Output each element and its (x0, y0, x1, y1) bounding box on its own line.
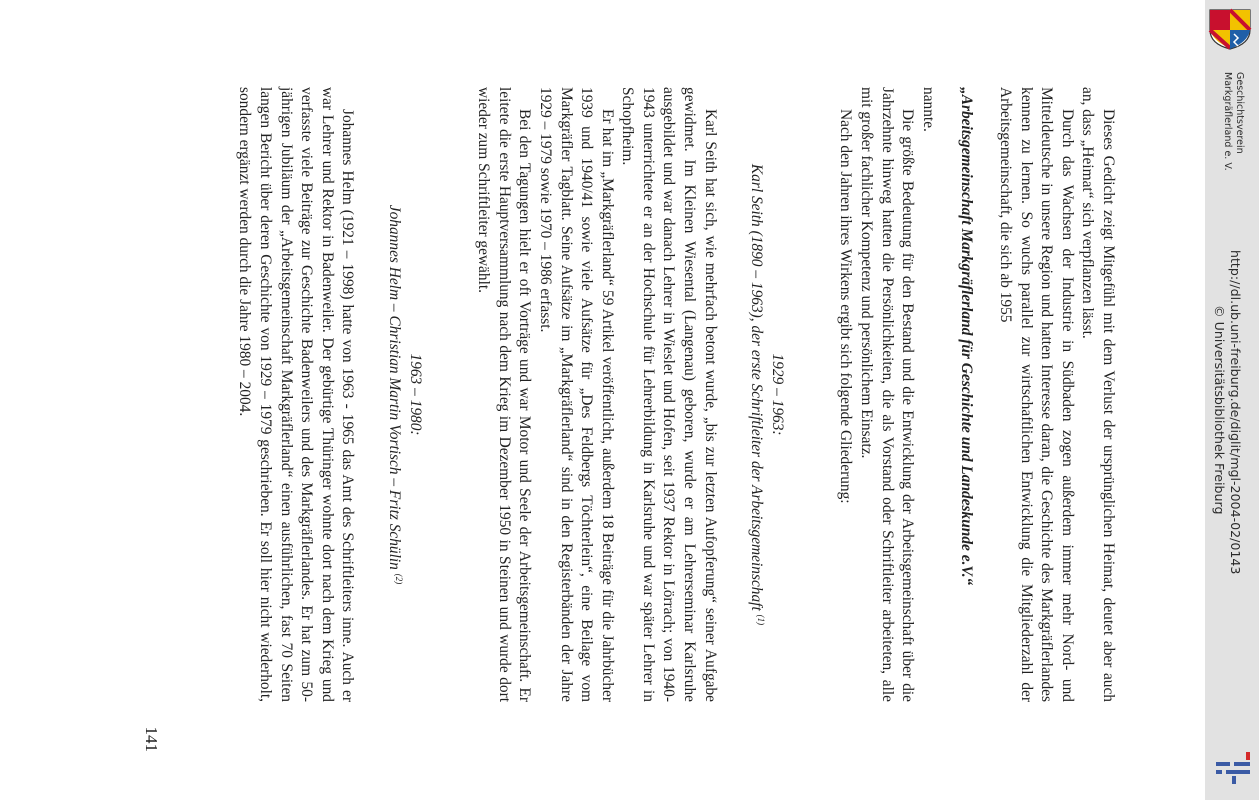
paragraph: Er hat im „Markgräflerland“ 59 Artikel veröffentlicht, außerdem 18 Beiträge für die Jahrbücher 1939 und 1940/41 sowie viele Aufsätze für „Des Feldbergs Töchterlein“, eine Beilage vom Markgräfler Tagblatt. Seine Aufsätze im „Markgräflerland“ sind in den Registerbänden der Jahre 1929 – 1979 sowie 1970 – 1986 erfasst. (536, 87, 616, 702)
section-title (383, 87, 404, 702)
section-years: 1929 – 1963: (768, 353, 786, 436)
paragraph: nannte. (919, 87, 937, 132)
coat-of-arms-icon (1208, 8, 1252, 50)
section-title-text: Karl Seith (1890 – 1963), der erste Schriftleiter der Arbeitsgemeinschaft (748, 163, 766, 611)
paragraph: Bei den Tagungen hielt er oft Vorträge und war Motor und Seele der Arbeitsgemeinschaft. Er leitete die erste Hauptversammlung nach dem Krieg im Dezember 1950 in Steinen und wurde dort wieder zum Schriftleiter gewählt. (475, 87, 534, 702)
paragraph: Nach den Jahren ihres Wirkens ergibt sich folgende Gliederung: (837, 109, 855, 504)
section-heading: „Arbeitsgemeinschaft Markgräflerland für Geschichte und Landeskunde e.V.“ (958, 87, 976, 586)
paragraph: Karl Seith hat sich, wie mehrfach betont wurde, „bis zur letzten Aufopferung“ seiner Aufgabe gewidmet. Im Kleinen Wiesental (Langenau) geboren, wurde er am Lehrerseminar Karlsruhe ausgebildet und war danach Lehrer in Wieslet und Hofen, seit 1937 Rektor in Lörrach; von 1940-1943 unterrichtete er an der Hochschule für Lehrerbildung in Karlsruhe und war später Lehrer in Schopfheim. (619, 87, 719, 702)
copyright-notice: © Universitätsbibliothek Freiburg (1212, 305, 1227, 515)
footnote-ref: (2) (394, 573, 405, 585)
paragraph: Die größte Bedeutung für den Bestand und die Entwicklung der Arbeitsgemeinschaft über die Jahrzehnte hinweg hatten die Persönlichkeiten, die als Vorstand oder Schriftleiter arbeiteten, alle mit großer fachlicher Kompetenz und persönlichem Einsatz. (858, 87, 917, 702)
section-years: 1963 – 1980: (406, 353, 424, 436)
paragraph: Johannes Helm (1921 – 1998) hatte von 1963 - 1965 das Amt des Schriftleiters inne. Auch er war Lehrer und Rektor in Badenweiler. Der gebürtige Thüringer wohnte dort nach dem Krieg und verfasste viele Beiträge zur Geschichte Badenweilers und des Markgräflerlandes. Er hat zum 50-jährigen Jubiläum der „Arbeitsgemeinschaft Markgräflerland“ einen ausführlichen, fast 70 Seiten langen Bericht über deren Geschichte von 1929 – 1979 geschrieben. Er soll hier nicht wiederholt, sondern ergänzt werden durch die Jahre 1980 – 2004. (236, 87, 357, 702)
footnote-ref: (1) (756, 614, 767, 626)
source-url[interactable]: http://dl.ub.uni-freiburg.de/diglit/mgl-2004-02/0143 (1228, 250, 1243, 575)
sidebar-text (1205, 0, 1259, 800)
paragraph: Durch das Wachsen der Industrie in Südbaden zogen außerdem immer mehr Nord- und Mitteldeutsche in unsere Region und hatten Interesse daran, die Geschichte des Markgräflerlandes kennen zu lernen. So wuchs parallel zur wirtschaftlichen Entwicklung die Mitgliederzahl der Arbeitsgemeinschaft, die sich ab 1955 (997, 87, 1076, 702)
paragraph: Dieses Gedicht zeigt Mitgefühl mit dem Verlust der ursprünglichen Heimat, deutet aber auch an, dass „Heimat“ sich verpflanzen lässt. (1079, 87, 1117, 702)
section-title (746, 87, 767, 702)
section-title-text: Johannes Helm – Christian Martin Vortisch – Fritz Schülin (385, 204, 403, 570)
society-name-line: Geschichtsverein (1234, 72, 1245, 154)
ub-freiburg-logo-icon (1212, 748, 1254, 786)
society-name-line: Markgräflerland e. V. (1222, 72, 1233, 171)
document-page (105, 0, 1205, 800)
page-number: 141 (142, 726, 161, 752)
society-name (1221, 72, 1245, 171)
